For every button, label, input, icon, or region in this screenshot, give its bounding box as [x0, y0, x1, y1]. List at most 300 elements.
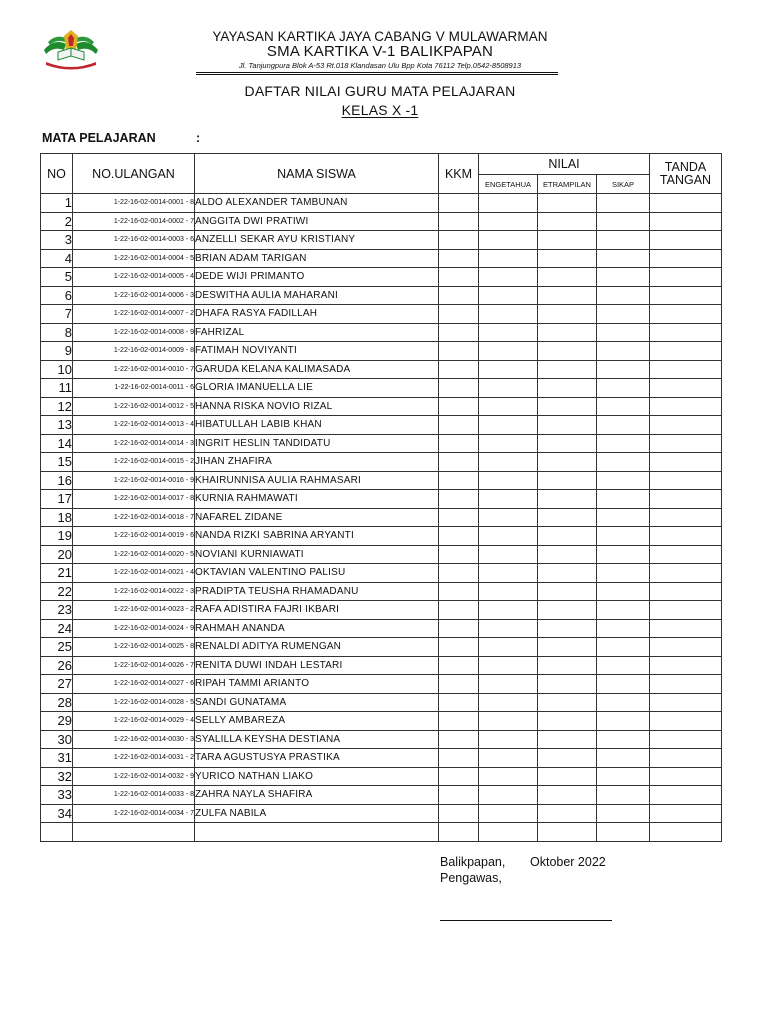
row-exam-number: 1-22-16-02-0014-0012 - 5 — [73, 397, 195, 416]
row-pengetahuan-cell — [479, 231, 538, 250]
row-student-name: INGRIT HESLIN TANDIDATU — [195, 434, 439, 453]
row-sikap-cell — [597, 693, 650, 712]
row-signature-cell — [650, 453, 722, 472]
row-signature-cell — [650, 397, 722, 416]
row-number: 32 — [41, 767, 73, 786]
header-keterampilan: ETRAMPILAN — [538, 175, 597, 194]
subject-colon: : — [196, 131, 201, 145]
row-keterampilan-cell — [538, 268, 597, 287]
row-keterampilan-cell — [538, 527, 597, 546]
row-kkm-cell — [439, 564, 479, 583]
table-row — [41, 582, 722, 601]
row-number: 26 — [41, 656, 73, 675]
table-row — [41, 675, 722, 694]
row-student-name: OKTAVIAN VALENTINO PALISU — [195, 564, 439, 583]
row-pengetahuan-cell — [479, 379, 538, 398]
row-keterampilan-cell — [538, 323, 597, 342]
row-signature-cell — [650, 286, 722, 305]
row-kkm-cell — [439, 471, 479, 490]
row-number: 30 — [41, 730, 73, 749]
row-sikap-cell — [597, 619, 650, 638]
row-pengetahuan-cell — [479, 323, 538, 342]
row-signature-cell — [650, 268, 722, 287]
row-kkm-cell — [439, 767, 479, 786]
row-signature-cell — [650, 342, 722, 361]
row-pengetahuan-cell — [479, 601, 538, 620]
header-rule-bottom — [196, 74, 558, 75]
table-row — [41, 268, 722, 287]
header-nama-siswa: NAMA SISWA — [195, 154, 439, 194]
row-number: 5 — [41, 268, 73, 287]
row-number: 23 — [41, 601, 73, 620]
row-signature-cell — [650, 619, 722, 638]
row-keterampilan-cell — [538, 194, 597, 213]
row-sikap-cell — [597, 545, 650, 564]
row-exam-number: 1-22-16-02-0014-0018 - 7 — [73, 508, 195, 527]
row-student-name: DHAFA RASYA FADILLAH — [195, 305, 439, 324]
row-student-name: FATIMAH NOVIYANTI — [195, 342, 439, 361]
row-student-name: SYALILLA KEYSHA DESTIANA — [195, 730, 439, 749]
row-keterampilan-cell — [538, 231, 597, 250]
row-pengetahuan-cell — [479, 194, 538, 213]
row-exam-number: 1-22-16-02-0014-0008 - 9 — [73, 323, 195, 342]
row-kkm-cell — [439, 212, 479, 231]
row-signature-cell — [650, 323, 722, 342]
school-logo — [40, 28, 102, 72]
signature-date: Oktober 2022 — [530, 855, 606, 869]
row-pengetahuan-cell — [479, 564, 538, 583]
table-row — [41, 323, 722, 342]
row-signature-cell — [650, 212, 722, 231]
row-keterampilan-cell — [538, 360, 597, 379]
row-kkm-cell — [439, 397, 479, 416]
row-pengetahuan-cell — [479, 749, 538, 768]
table-row — [41, 527, 722, 546]
row-keterampilan-cell — [538, 342, 597, 361]
row-keterampilan-cell — [538, 823, 597, 842]
row-keterampilan-cell — [538, 564, 597, 583]
row-exam-number: 1-22-16-02-0014-0028 - 5 — [73, 693, 195, 712]
row-kkm-cell — [439, 490, 479, 509]
row-exam-number: 1-22-16-02-0014-0031 - 2 — [73, 749, 195, 768]
row-sikap-cell — [597, 490, 650, 509]
row-exam-number: 1-22-16-02-0014-0026 - 7 — [73, 656, 195, 675]
row-exam-number — [73, 823, 195, 842]
row-pengetahuan-cell — [479, 471, 538, 490]
row-number: 11 — [41, 379, 73, 398]
row-sikap-cell — [597, 601, 650, 620]
row-student-name: KHAIRUNNISA AULIA RAHMASARI — [195, 471, 439, 490]
row-sikap-cell — [597, 508, 650, 527]
row-signature-cell — [650, 379, 722, 398]
row-kkm-cell — [439, 527, 479, 546]
table-row — [41, 286, 722, 305]
row-student-name: NANDA RIZKI SABRINA ARYANTI — [195, 527, 439, 546]
row-number: 27 — [41, 675, 73, 694]
row-keterampilan-cell — [538, 619, 597, 638]
row-signature-cell — [650, 823, 722, 842]
row-sikap-cell — [597, 786, 650, 805]
row-kkm-cell — [439, 638, 479, 657]
row-signature-cell — [650, 601, 722, 620]
table-row — [41, 693, 722, 712]
signature-role: Pengawas, — [440, 871, 502, 885]
row-sikap-cell — [597, 323, 650, 342]
row-kkm-cell — [439, 286, 479, 305]
row-pengetahuan-cell — [479, 434, 538, 453]
row-exam-number: 1-22-16-02-0014-0024 - 9 — [73, 619, 195, 638]
table-row — [41, 749, 722, 768]
row-student-name: ANZELLI SEKAR AYU KRISTIANY — [195, 231, 439, 250]
row-number: 2 — [41, 212, 73, 231]
row-keterampilan-cell — [538, 675, 597, 694]
row-pengetahuan-cell — [479, 656, 538, 675]
row-pengetahuan-cell — [479, 268, 538, 287]
row-student-name: HIBATULLAH LABIB KHAN — [195, 416, 439, 435]
row-student-name: NOVIANI KURNIAWATI — [195, 545, 439, 564]
row-number: 17 — [41, 490, 73, 509]
row-exam-number: 1-22-16-02-0014-0009 - 8 — [73, 342, 195, 361]
row-signature-cell — [650, 471, 722, 490]
row-exam-number: 1-22-16-02-0014-0020 - 5 — [73, 545, 195, 564]
row-keterampilan-cell — [538, 545, 597, 564]
row-number: 9 — [41, 342, 73, 361]
row-keterampilan-cell — [538, 749, 597, 768]
row-keterampilan-cell — [538, 286, 597, 305]
row-student-name: FAHRIZAL — [195, 323, 439, 342]
table-row — [41, 601, 722, 620]
table-row — [41, 342, 722, 361]
row-number: 14 — [41, 434, 73, 453]
row-exam-number: 1-22-16-02-0014-0033 - 8 — [73, 786, 195, 805]
row-number: 28 — [41, 693, 73, 712]
row-pengetahuan-cell — [479, 416, 538, 435]
row-pengetahuan-cell — [479, 693, 538, 712]
table-row — [41, 212, 722, 231]
row-keterampilan-cell — [538, 212, 597, 231]
row-number: 31 — [41, 749, 73, 768]
header-sikap: SIKAP — [597, 175, 650, 194]
row-exam-number: 1-22-16-02-0014-0022 - 3 — [73, 582, 195, 601]
row-keterampilan-cell — [538, 416, 597, 435]
row-sikap-cell — [597, 527, 650, 546]
row-signature-cell — [650, 360, 722, 379]
row-student-name: RENITA DUWI INDAH LESTARI — [195, 656, 439, 675]
row-number: 33 — [41, 786, 73, 805]
row-kkm-cell — [439, 730, 479, 749]
row-signature-cell — [650, 656, 722, 675]
row-keterampilan-cell — [538, 804, 597, 823]
row-student-name: GARUDA KELANA KALIMASADA — [195, 360, 439, 379]
table-row — [41, 416, 722, 435]
row-sikap-cell — [597, 823, 650, 842]
row-pengetahuan-cell — [479, 305, 538, 324]
row-student-name: GLORIA IMANUELLA LIE — [195, 379, 439, 398]
row-sikap-cell — [597, 656, 650, 675]
row-student-name: SELLY AMBAREZA — [195, 712, 439, 731]
row-signature-cell — [650, 638, 722, 657]
row-keterampilan-cell — [538, 730, 597, 749]
row-kkm-cell — [439, 749, 479, 768]
row-keterampilan-cell — [538, 305, 597, 324]
row-kkm-cell — [439, 434, 479, 453]
row-student-name: RENALDI ADITYA RUMENGAN — [195, 638, 439, 657]
row-number: 12 — [41, 397, 73, 416]
row-signature-cell — [650, 545, 722, 564]
row-pengetahuan-cell — [479, 508, 538, 527]
row-sikap-cell — [597, 194, 650, 213]
row-pengetahuan-cell — [479, 527, 538, 546]
school-address: Jl. Tanjungpura Blok A-53 Rt.018 Klandasan Ulu Bpp Kota 76112 Telp.0542-8508913 — [238, 61, 522, 70]
row-exam-number: 1-22-16-02-0014-0001 - 8 — [73, 194, 195, 213]
table-row — [41, 490, 722, 509]
row-number — [41, 823, 73, 842]
row-number: 18 — [41, 508, 73, 527]
row-keterampilan-cell — [538, 767, 597, 786]
row-number: 3 — [41, 231, 73, 250]
row-pengetahuan-cell — [479, 712, 538, 731]
row-exam-number: 1-22-16-02-0014-0002 - 7 — [73, 212, 195, 231]
row-pengetahuan-cell — [479, 786, 538, 805]
row-signature-cell — [650, 712, 722, 731]
school-name: SMA KARTIKA V-1 BALIKPAPAN — [266, 43, 494, 60]
row-kkm-cell — [439, 379, 479, 398]
header-rule-top — [196, 72, 558, 73]
signature-line — [440, 920, 612, 921]
row-exam-number: 1-22-16-02-0014-0003 - 6 — [73, 231, 195, 250]
row-exam-number: 1-22-16-02-0014-0017 - 8 — [73, 490, 195, 509]
row-pengetahuan-cell — [479, 360, 538, 379]
row-signature-cell — [650, 786, 722, 805]
row-sikap-cell — [597, 434, 650, 453]
row-kkm-cell — [439, 804, 479, 823]
row-number: 24 — [41, 619, 73, 638]
table-row — [41, 360, 722, 379]
row-exam-number: 1-22-16-02-0014-0029 - 4 — [73, 712, 195, 731]
grades-table — [40, 153, 722, 842]
row-keterampilan-cell — [538, 712, 597, 731]
table-row — [41, 545, 722, 564]
row-kkm-cell — [439, 823, 479, 842]
row-keterampilan-cell — [538, 471, 597, 490]
table-row — [41, 453, 722, 472]
row-kkm-cell — [439, 545, 479, 564]
row-sikap-cell — [597, 804, 650, 823]
row-signature-cell — [650, 767, 722, 786]
row-pengetahuan-cell — [479, 249, 538, 268]
row-sikap-cell — [597, 638, 650, 657]
row-number: 22 — [41, 582, 73, 601]
subject-label: MATA PELAJARAN — [42, 131, 156, 145]
row-kkm-cell — [439, 342, 479, 361]
row-student-name: ZAHRA NAYLA SHAFIRA — [195, 786, 439, 805]
document-title: DAFTAR NILAI GURU MATA PELAJARAN — [244, 83, 516, 99]
row-kkm-cell — [439, 675, 479, 694]
row-sikap-cell — [597, 564, 650, 583]
table-row — [41, 231, 722, 250]
row-keterampilan-cell — [538, 693, 597, 712]
row-student-name: JIHAN ZHAFIRA — [195, 453, 439, 472]
row-sikap-cell — [597, 749, 650, 768]
row-signature-cell — [650, 730, 722, 749]
table-row — [41, 471, 722, 490]
row-kkm-cell — [439, 268, 479, 287]
row-exam-number: 1-22-16-02-0014-0004 - 5 — [73, 249, 195, 268]
row-number: 6 — [41, 286, 73, 305]
header-no-ulangan: NO.ULANGAN — [73, 154, 195, 194]
table-row — [41, 619, 722, 638]
row-sikap-cell — [597, 342, 650, 361]
row-student-name: ALDO ALEXANDER TAMBUNAN — [195, 194, 439, 213]
row-signature-cell — [650, 527, 722, 546]
table-row — [41, 434, 722, 453]
row-pengetahuan-cell — [479, 545, 538, 564]
row-kkm-cell — [439, 360, 479, 379]
row-exam-number: 1-22-16-02-0014-0010 - 7 — [73, 360, 195, 379]
row-signature-cell — [650, 804, 722, 823]
row-pengetahuan-cell — [479, 823, 538, 842]
row-keterampilan-cell — [538, 453, 597, 472]
row-signature-cell — [650, 693, 722, 712]
row-exam-number: 1-22-16-02-0014-0021 - 4 — [73, 564, 195, 583]
row-number: 4 — [41, 249, 73, 268]
row-number: 13 — [41, 416, 73, 435]
row-signature-cell — [650, 508, 722, 527]
table-row — [41, 712, 722, 731]
row-sikap-cell — [597, 249, 650, 268]
row-sikap-cell — [597, 712, 650, 731]
row-sikap-cell — [597, 453, 650, 472]
class-title: KELAS X -1 — [341, 102, 419, 118]
row-pengetahuan-cell — [479, 582, 538, 601]
table-row — [41, 823, 722, 842]
row-exam-number: 1-22-16-02-0014-0014 - 3 — [73, 434, 195, 453]
row-exam-number: 1-22-16-02-0014-0007 - 2 — [73, 305, 195, 324]
row-kkm-cell — [439, 582, 479, 601]
header-no: NO — [41, 154, 73, 194]
row-sikap-cell — [597, 471, 650, 490]
row-sikap-cell — [597, 582, 650, 601]
row-keterampilan-cell — [538, 786, 597, 805]
row-student-name: SANDI GUNATAMA — [195, 693, 439, 712]
row-sikap-cell — [597, 360, 650, 379]
table-row — [41, 305, 722, 324]
row-pengetahuan-cell — [479, 342, 538, 361]
row-number: 29 — [41, 712, 73, 731]
row-kkm-cell — [439, 305, 479, 324]
row-signature-cell — [650, 564, 722, 583]
row-student-name: RAFA ADISTIRA FAJRI IKBARI — [195, 601, 439, 620]
row-kkm-cell — [439, 712, 479, 731]
row-exam-number: 1-22-16-02-0014-0034 - 7 — [73, 804, 195, 823]
row-kkm-cell — [439, 601, 479, 620]
row-exam-number: 1-22-16-02-0014-0025 - 8 — [73, 638, 195, 657]
row-sikap-cell — [597, 675, 650, 694]
row-student-name: ANGGITA DWI PRATIWI — [195, 212, 439, 231]
row-exam-number: 1-22-16-02-0014-0013 - 4 — [73, 416, 195, 435]
signature-city: Balikpapan, — [440, 855, 506, 869]
row-exam-number: 1-22-16-02-0014-0005 - 4 — [73, 268, 195, 287]
row-exam-number: 1-22-16-02-0014-0015 - 2 — [73, 453, 195, 472]
row-sikap-cell — [597, 212, 650, 231]
table-row — [41, 397, 722, 416]
table-row — [41, 249, 722, 268]
row-exam-number: 1-22-16-02-0014-0027 - 6 — [73, 675, 195, 694]
row-exam-number: 1-22-16-02-0014-0016 - 9 — [73, 471, 195, 490]
row-number: 19 — [41, 527, 73, 546]
row-signature-cell — [650, 416, 722, 435]
table-row — [41, 804, 722, 823]
table-row — [41, 508, 722, 527]
row-exam-number: 1-22-16-02-0014-0030 - 3 — [73, 730, 195, 749]
row-keterampilan-cell — [538, 638, 597, 657]
row-kkm-cell — [439, 693, 479, 712]
row-student-name: RIPAH TAMMI ARIANTO — [195, 675, 439, 694]
table-row — [41, 379, 722, 398]
row-pengetahuan-cell — [479, 638, 538, 657]
row-keterampilan-cell — [538, 490, 597, 509]
row-number: 20 — [41, 545, 73, 564]
row-pengetahuan-cell — [479, 767, 538, 786]
header-tanda-tangan: TANDA TANGAN — [650, 154, 722, 194]
header-kkm: KKM — [439, 154, 479, 194]
row-number: 34 — [41, 804, 73, 823]
row-pengetahuan-cell — [479, 453, 538, 472]
row-student-name: PRADIPTA TEUSHA RHAMADANU — [195, 582, 439, 601]
row-keterampilan-cell — [538, 379, 597, 398]
row-number: 10 — [41, 360, 73, 379]
row-pengetahuan-cell — [479, 619, 538, 638]
row-kkm-cell — [439, 194, 479, 213]
row-pengetahuan-cell — [479, 397, 538, 416]
row-student-name: TARA AGUSTUSYA PRASTIKA — [195, 749, 439, 768]
row-keterampilan-cell — [538, 434, 597, 453]
header-nilai: NILAI — [479, 154, 650, 175]
row-kkm-cell — [439, 416, 479, 435]
row-exam-number: 1-22-16-02-0014-0011 - 6 — [73, 379, 195, 398]
row-pengetahuan-cell — [479, 286, 538, 305]
row-kkm-cell — [439, 508, 479, 527]
row-student-name: YURICO NATHAN LIAKO — [195, 767, 439, 786]
row-kkm-cell — [439, 323, 479, 342]
row-student-name: DESWITHA AULIA MAHARANI — [195, 286, 439, 305]
row-sikap-cell — [597, 397, 650, 416]
table-row — [41, 730, 722, 749]
row-number: 7 — [41, 305, 73, 324]
row-sikap-cell — [597, 379, 650, 398]
row-sikap-cell — [597, 286, 650, 305]
table-row — [41, 564, 722, 583]
row-keterampilan-cell — [538, 397, 597, 416]
row-student-name: DEDE WIJI PRIMANTO — [195, 268, 439, 287]
row-signature-cell — [650, 434, 722, 453]
row-student-name: BRIAN ADAM TARIGAN — [195, 249, 439, 268]
row-number: 15 — [41, 453, 73, 472]
row-pengetahuan-cell — [479, 730, 538, 749]
row-sikap-cell — [597, 730, 650, 749]
row-kkm-cell — [439, 249, 479, 268]
row-sikap-cell — [597, 268, 650, 287]
row-kkm-cell — [439, 619, 479, 638]
row-student-name: KURNIA RAHMAWATI — [195, 490, 439, 509]
row-number: 21 — [41, 564, 73, 583]
row-sikap-cell — [597, 767, 650, 786]
row-sikap-cell — [597, 231, 650, 250]
row-keterampilan-cell — [538, 249, 597, 268]
row-number: 8 — [41, 323, 73, 342]
row-kkm-cell — [439, 656, 479, 675]
row-student-name: ZULFA NABILA — [195, 804, 439, 823]
